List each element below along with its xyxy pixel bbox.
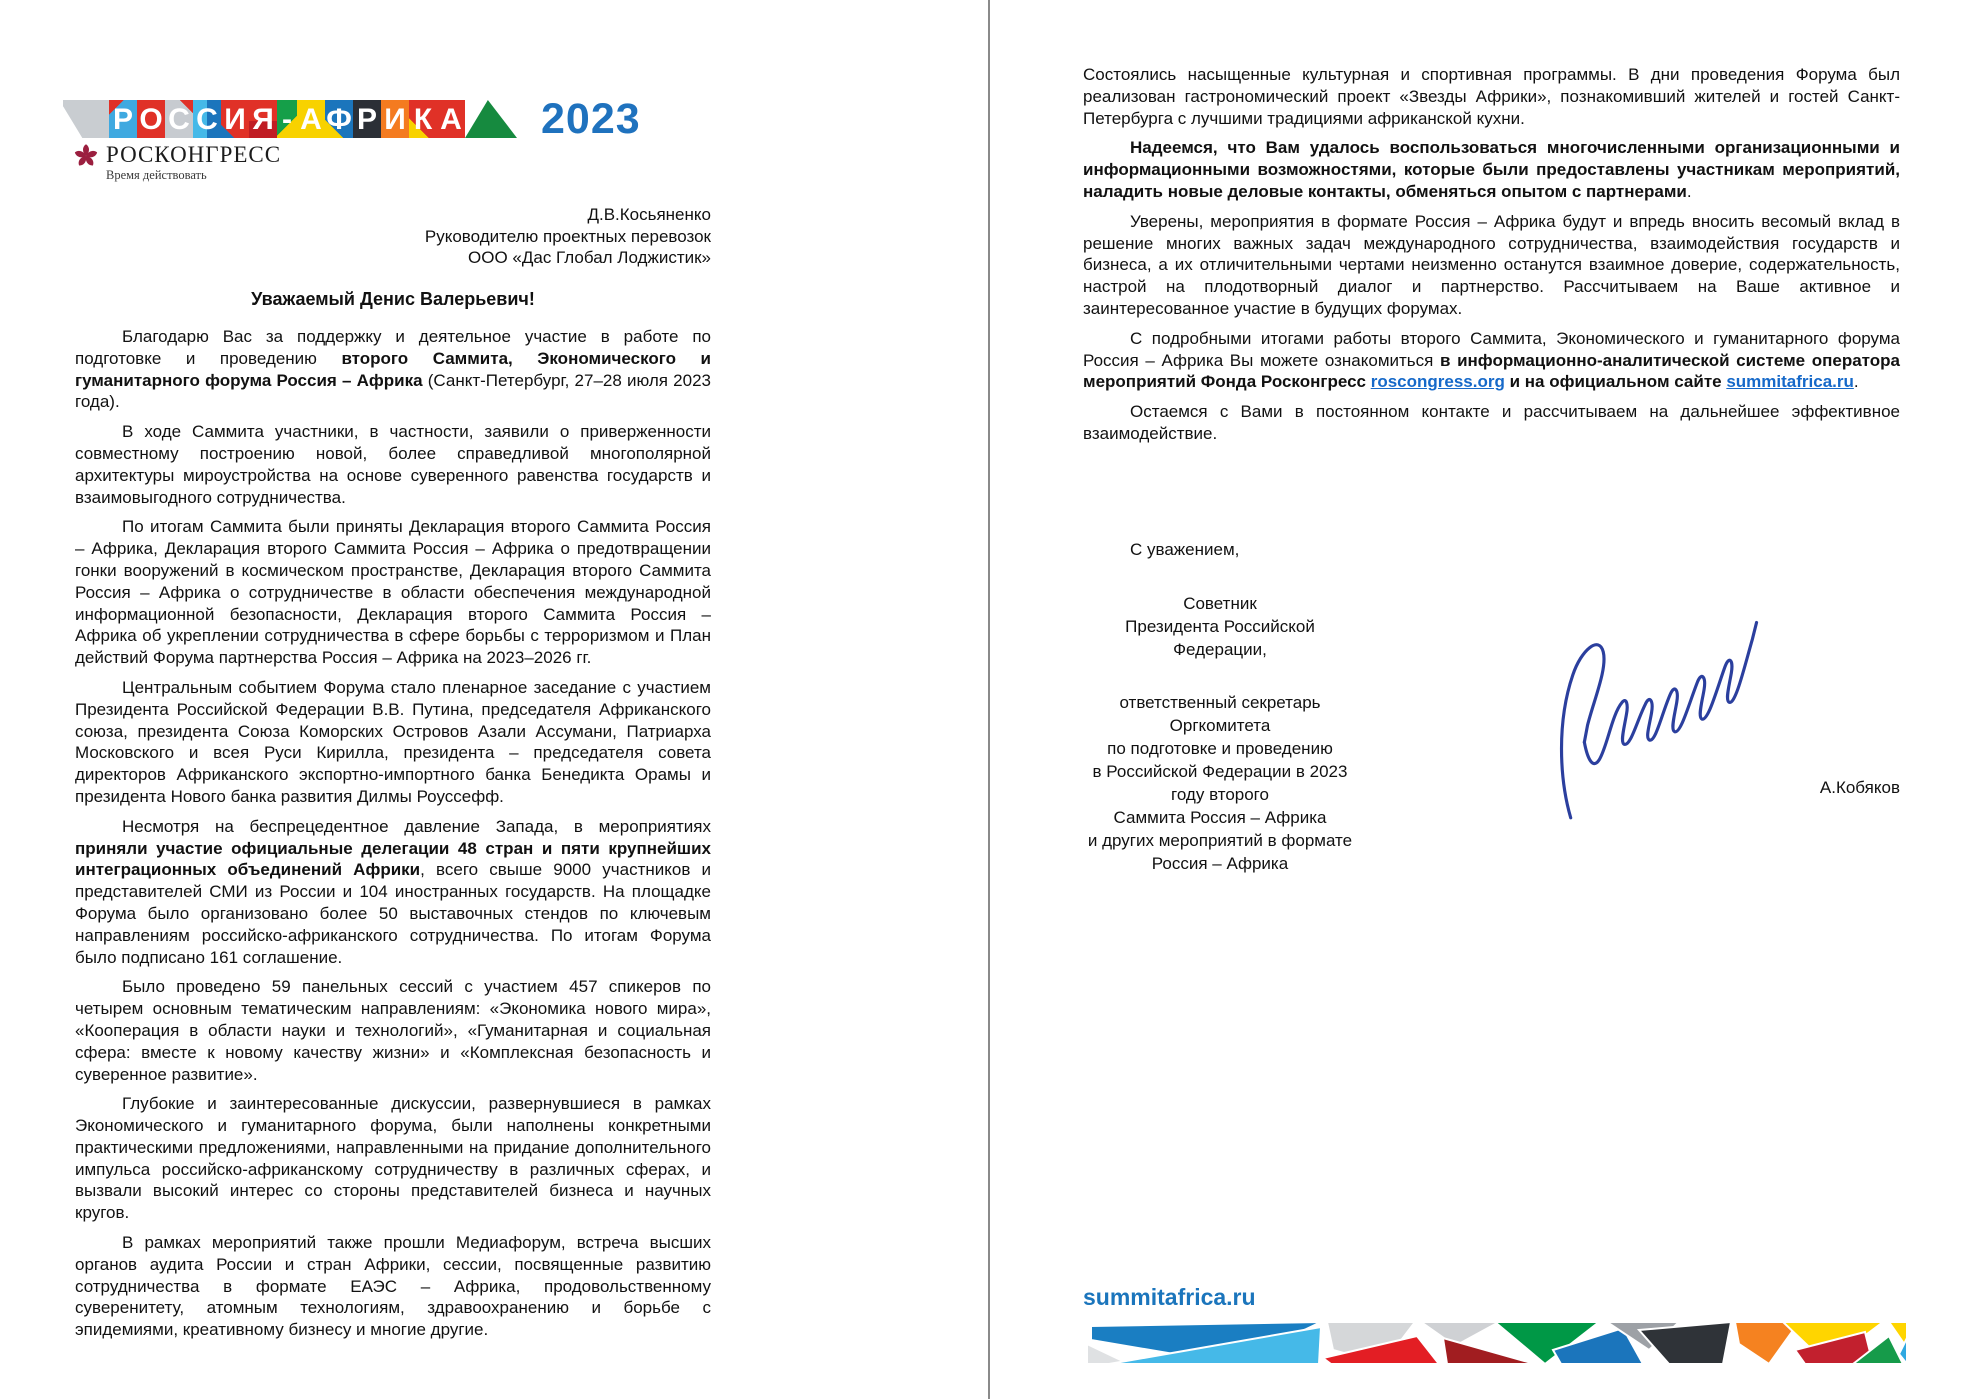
signoff-line: Россия – Африка — [1151, 854, 1289, 873]
paragraph — [75, 1232, 711, 1341]
paragraph — [1083, 211, 1900, 320]
text-run: . — [1853, 372, 1859, 392]
text-run: В рамках мероприятий также прошли Медиафорум, встреча высших органов аудита России и стран Африки, сессии, посвященные развитию сотрудничества в формате ЕАЭС – Африка, продовольственному суверенитету, атомным технологиям, здравоохранению и борьбе с эпидемиями, креативному бизнесу и многие другие. — [75, 1233, 711, 1340]
text-run: Глубокие и заинтересованные дискуссии, развернувшиеся в рамках Экономического и гуманитарного форума, были наполнены конкретными практическими предложениями, направленными на придание дополнительного импульса российско-африканскому сотрудничеству в различных сферах, и вызвали высокий интерес со стороны представителей бизнеса и научных кругов. — [75, 1094, 711, 1223]
letter-page-1 — [75, 0, 711, 1399]
signoff-line: Президента Российской Федерации, — [1125, 617, 1315, 659]
paragraph — [75, 326, 711, 413]
hyperlink[interactable]: summitafrica.ru — [1726, 372, 1854, 392]
text-run: Остаемся с Вами в постоянном контакте и рассчитываем на дальнейшее эффективное взаимодействие. — [1083, 402, 1900, 443]
text-run: . — [1686, 181, 1692, 201]
logo-letter: Я — [249, 100, 277, 138]
text-run: и на официальном сайте — [1504, 372, 1727, 392]
text-run: Благодарю Вас за поддержку и деятельное участие в работе по подготовке и проведению — [75, 327, 711, 368]
letter-body-right — [1083, 64, 1900, 453]
logo-year: 2023 — [541, 94, 641, 143]
text-run: (Санкт-Петербург, 27–28 июля 2023 года). — [75, 370, 711, 412]
logo-letter: А — [437, 100, 465, 138]
signoff-line: Советник — [1183, 594, 1257, 613]
paragraph — [75, 816, 711, 969]
logo-letter: - — [277, 100, 297, 138]
signer-name: А.Кобяков — [1819, 778, 1900, 797]
signoff-line: в Российской Федерации в 2023 году второго — [1092, 762, 1348, 804]
roscongress-logo — [73, 142, 281, 183]
brand-color-strip — [1083, 1320, 1908, 1366]
logo-triangle-shape — [465, 100, 517, 138]
logo-flag-shape — [63, 100, 109, 138]
text-run: Состоялись насыщенные культурная и спортивная программы. В дни проведения Форума был реализован гастрономический проект «Звезды Африки», познакомивший жителей и гостей Санкт-Петербурга с лучшими традициями африканской кухни. — [1083, 65, 1900, 128]
paragraph — [1083, 137, 1900, 202]
signoff-line: ответственный секретарь Оргкомитета — [1119, 693, 1321, 735]
logo-letter: Р — [353, 100, 381, 138]
logo-letter: О — [137, 100, 165, 138]
recipient-line: Руководителю проектных перевозок — [424, 226, 711, 246]
paragraph — [1083, 64, 1900, 129]
closing-line: С уважением, — [1130, 540, 1240, 559]
text-run: Было проведено 59 панельных сессий с участием 457 спикеров по четырем основным тематическим направлениям: «Экономика нового мира», «Кооперация в области науки и технологий», «Гуманитарная и социальная сфера: вместе к новому качеству жизни» и «Комплексная безопасность и суверенное развитие». — [75, 977, 711, 1084]
logo-letter: С — [165, 100, 193, 138]
paragraph — [75, 1093, 711, 1224]
text-run: Уверены, мероприятия в формате Россия – Африка будут и впредь вносить весомый вклад в решение многих важных задач международного сотрудничества, взаимодействия государств и бизнеса, а их отличительными чертами неизменно останутся взаимное доверие, содержательность, настрой на плодотворный диалог и партнерство. Рассчитываем на Ваше активное и заинтересованное участие в будущих форумах. — [1083, 211, 1900, 318]
salutation: Уважаемый Денис Валерьевич! — [251, 289, 535, 309]
text-run: в информационно-аналитической системе оператора мероприятий Фонда Росконгресс — [1083, 350, 1900, 392]
paragraph — [75, 976, 711, 1085]
logo-letter: Ф — [325, 100, 353, 138]
text-run: Несмотря на беспрецедентное давление Запада, в мероприятиях — [122, 816, 711, 836]
paragraph — [75, 421, 711, 508]
text-run: приняли участие официальные делегации 48 стран и пяти крупнейших интеграционных объединений Африки — [75, 838, 711, 880]
signoff-line: по подготовке и проведению — [1107, 739, 1333, 758]
text-run: второго Саммита, Экономического и гуманитарного форума Россия – Африка — [75, 348, 711, 390]
text-run: Центральным событием Форума стало пленарное заседание с участием Президента Российской Федерации В.В. Путина, председателя Африканского союза, президента Союза Коморских Островов Азали Ассумани, Патриарха Московского и всея Руси Кирилла, президента – председателя совета директоров Африканского экспортно-импортного банка Бенедикта Орамы и президента Нового банка развития Дилмы Роуссефф. — [75, 677, 711, 806]
letter-page-2 — [1083, 0, 1900, 1399]
signoff-line: и других мероприятий в формате — [1087, 831, 1353, 850]
recipient-line: ООО «Дас Глобал Лоджистик» — [468, 248, 711, 267]
russia-africa-logo — [63, 94, 641, 143]
roscongress-flower-icon — [73, 143, 99, 169]
spacer — [1083, 661, 1357, 691]
signoff-block — [1083, 592, 1357, 875]
logo-letter: И — [381, 100, 409, 138]
footer-site-link[interactable]: summitafrica.ru — [1083, 1284, 1256, 1310]
text-run: , всего свыше 9000 участников и представителей СМИ из России и 104 иностранных государств. На площадке Форума было организовано более 50 выставочных стендов по ключевым направлениям российско-африканского сотрудничества. По итогам Форума было подписано 161 соглашение. — [75, 860, 712, 967]
logo-letter: К — [409, 100, 437, 138]
text-run: Надеемся, что Вам удалось воспользоваться многочисленными организационными и информационными возможностями, которые были предоставлены участникам мероприятий, наладить новые деловые контакты, обменяться опытом с партнерами — [1083, 138, 1900, 201]
paragraph — [75, 677, 711, 808]
roscongress-tagline: Время действовать — [106, 168, 207, 182]
recipient-block — [425, 204, 711, 269]
logo-wordmark — [109, 100, 465, 138]
signature — [1551, 612, 1771, 822]
recipient-line: Д.В.Косьяненко — [587, 205, 711, 224]
logo-letter: С — [193, 100, 221, 138]
logo-letter: И — [221, 100, 249, 138]
logo-letter: Р — [109, 100, 137, 138]
text-run: По итогам Саммита были приняты Декларация второго Саммита Россия – Африка, Декларация второго Саммита Россия – Африка о предотвращении гонки вооружений в космическом пространстве, Декларация второго Саммита Россия – Африка о сотрудничестве в области обеспечения международной информационной безопасности, Декларация второго Саммита Россия – Африка об укреплении сотрудничества в сфере борьбы с терроризмом и План действий Форума партнерства Россия – Африка на 2023–2026 гг. — [75, 517, 711, 668]
roscongress-name: РОСКОНГРЕСС — [106, 142, 282, 167]
text-run: В ходе Саммита участники, в частности, заявили о приверженности совместному построению новой, более справедливой многополярной архитектуры мироустройства на основе суверенного равенства государств и взаимовыгодного сотрудничества. — [75, 422, 711, 507]
text-run: С подробными итогами работы второго Саммита, Экономического и гуманитарного форума Россия – Африка Вы можете ознакомиться — [1083, 328, 1900, 370]
paragraph — [75, 516, 711, 669]
paragraph — [1083, 328, 1900, 393]
hyperlink[interactable]: roscongress.org — [1370, 372, 1505, 392]
paragraph — [1083, 401, 1900, 445]
page-divider — [988, 0, 990, 1399]
signoff-line: Саммита Россия – Африка — [1113, 808, 1327, 827]
letter-body-left — [75, 326, 711, 1349]
logo-letter: А — [297, 100, 325, 138]
